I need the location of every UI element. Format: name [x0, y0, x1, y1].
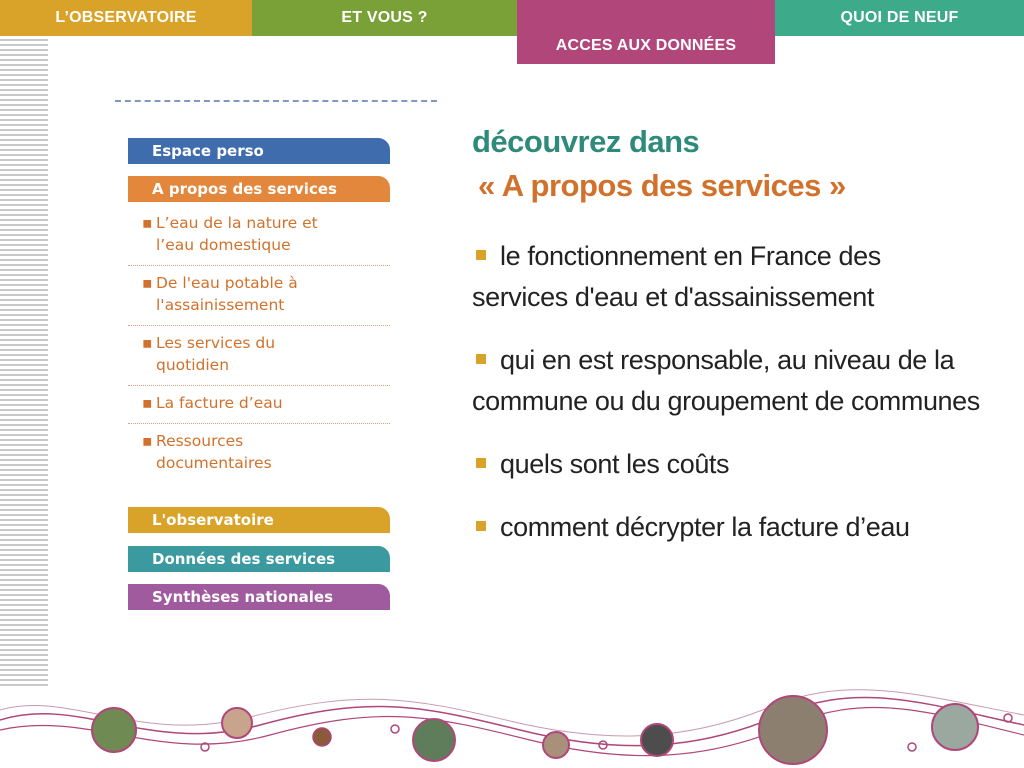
submenu-item[interactable]: ▪ Ressources documentaires: [128, 424, 390, 483]
submenu-item-line2: documentaires: [156, 454, 272, 472]
footer-photo-6: [641, 724, 673, 756]
tab-quoi-de-neuf[interactable]: QUOI DE NEUF: [775, 0, 1024, 36]
tab-et-vous[interactable]: ET VOUS ?: [252, 0, 517, 36]
bullet-square-icon: [476, 521, 486, 531]
submenu-item-line2: quotidien: [156, 356, 230, 374]
menu-a-propos-des-services[interactable]: A propos des services: [128, 176, 390, 202]
bullet-item: [472, 507, 982, 548]
footer-photo-7: [759, 696, 827, 764]
bullet-square-icon: [476, 354, 486, 364]
submenu-item[interactable]: ▪ De l'eau potable à l'assainissement: [128, 266, 390, 326]
submenu-item-line2: l’eau domestique: [156, 236, 291, 254]
bullet-item: [472, 444, 982, 485]
menu-observatoire[interactable]: L'observatoire: [128, 507, 390, 533]
bullet-square-icon: [476, 250, 486, 260]
submenu-item-line1: De l'eau potable à: [156, 274, 298, 292]
submenu-item[interactable]: ▪ La facture d’eau: [128, 386, 390, 424]
footer-photo-8: [932, 704, 978, 750]
submenu-item-line2: l'assainissement: [156, 296, 285, 314]
top-navigation: [0, 0, 1024, 54]
footer-photo-4: [413, 719, 455, 761]
submenu-item-line1: L’eau de la nature et: [156, 214, 318, 232]
heading-decouvrez: découvrez dans: [472, 124, 700, 159]
dashed-divider: [115, 100, 437, 102]
heading-a-propos: « A propos des services »: [478, 168, 846, 203]
footer-photo-5: [543, 732, 569, 758]
decorative-stripes: [0, 36, 48, 686]
side-menu: [128, 138, 390, 610]
bullet-text: quels sont les coûts: [500, 449, 730, 479]
submenu-item[interactable]: ▪ L’eau de la nature et l’eau domestique: [128, 206, 390, 266]
bullet-item: [472, 236, 982, 318]
submenu: [128, 206, 390, 483]
submenu-item-line1: La facture d’eau: [156, 394, 283, 412]
menu-espace-perso[interactable]: Espace perso: [128, 138, 390, 164]
bullet-item: [472, 340, 982, 422]
decorative-footer: [0, 685, 1024, 768]
submenu-item-line1: Ressources: [156, 432, 244, 450]
footer-photo-1: [92, 708, 136, 752]
bullet-text: qui en est responsable, au niveau de la commune ou du groupement de communes: [472, 345, 980, 416]
footer-photo-3: [313, 728, 331, 746]
tab-acces-aux-donnees[interactable]: ACCES AUX DONNÉES: [517, 0, 775, 64]
bullet-square-icon: [476, 458, 486, 468]
bullet-text: le fonctionnement en France des services d'eau et d'assainissement: [472, 241, 881, 312]
submenu-item-line1: Les services du: [156, 334, 276, 352]
main-content: [472, 120, 982, 548]
menu-syntheses-nationales[interactable]: Synthèses nationales: [128, 584, 390, 610]
bullet-text: comment décrypter la facture d’eau: [500, 512, 910, 542]
footer-photo-2: [222, 708, 252, 738]
menu-donnees-des-services[interactable]: Données des services: [128, 546, 390, 572]
tab-observatoire[interactable]: L’OBSERVATOIRE: [0, 0, 252, 36]
submenu-item[interactable]: ▪ Les services du quotidien: [128, 326, 390, 386]
